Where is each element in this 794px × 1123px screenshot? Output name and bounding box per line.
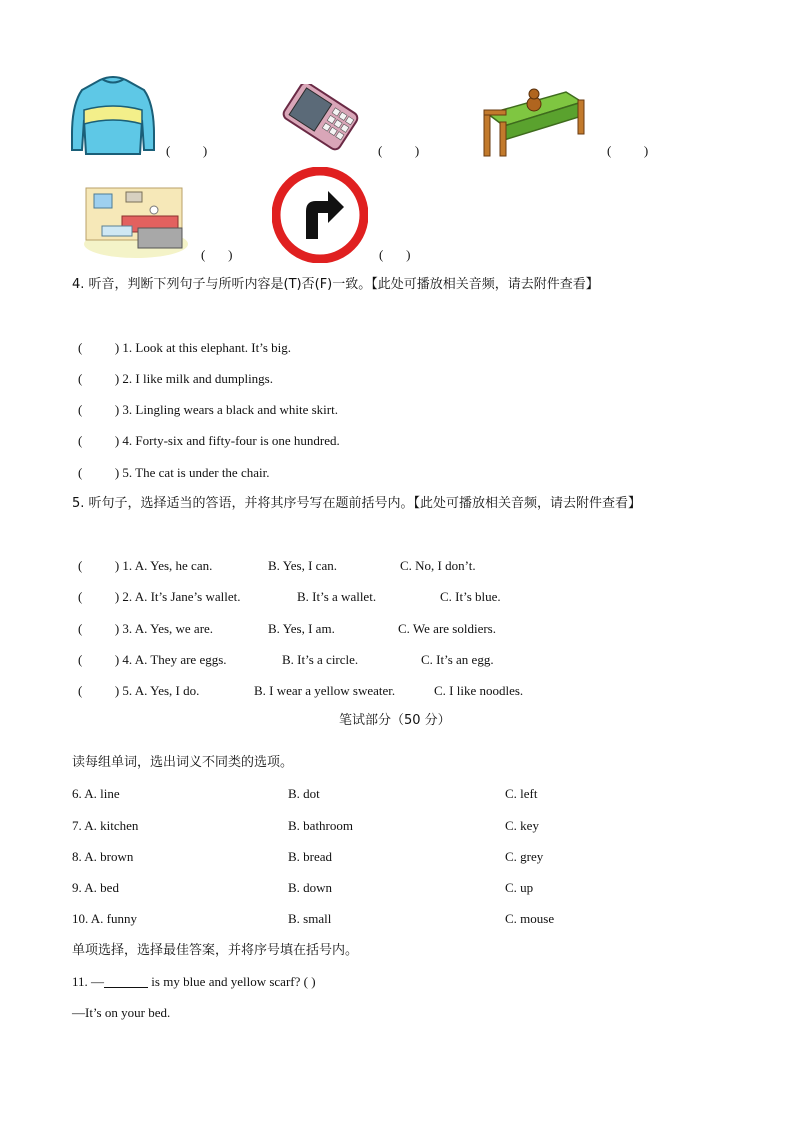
answer-paren[interactable]: ( )	[78, 340, 120, 355]
picture-5-answer-paren[interactable]: ( )	[379, 247, 411, 262]
option-a: 2. A. It’s Jane’s wallet.	[122, 589, 241, 604]
written-section-title: 笔试部分（50 分）	[339, 713, 451, 728]
q4-item-text: 1. Look at this elephant. It’s big.	[122, 340, 292, 355]
option-a: 4. A. They are eggs.	[122, 652, 227, 667]
q4-item-3	[78, 402, 338, 418]
q4-item-1	[78, 340, 291, 356]
answer-paren[interactable]: ( )	[78, 558, 120, 573]
question-5-heading: 5. 听句子，选择适当的答语，并将其序号写在题前括号内。【此处可播放相关音频，请去附件查看】	[72, 496, 642, 511]
answer-paren[interactable]: ( )	[78, 433, 120, 448]
question-4-heading: 4. 听音，判断下列句子与所听内容是(T)否(F)一致。【此处可播放相关音频，请去附件查看】	[72, 277, 599, 292]
vocab-7-option-c: C. key	[505, 818, 539, 833]
answer-paren[interactable]: ( )	[78, 652, 120, 667]
vocab-7-option-b: B. bathroom	[288, 818, 353, 833]
picture-3-answer-paren[interactable]: ( )	[607, 143, 649, 158]
q5-item-2-option-c: C. It’s blue.	[440, 589, 501, 604]
vocab-10-option-c: C. mouse	[505, 911, 555, 926]
q5-item-3-option-b: B. Yes, I am.	[268, 621, 335, 636]
q5-item-2-option-b: B. It’s a wallet.	[297, 589, 377, 604]
picture-1-answer-paren[interactable]: ( )	[166, 143, 208, 158]
q5-item-1-option-c: C. No, I don’t.	[400, 558, 476, 573]
q11-answer-line: —It’s on your bed.	[72, 1005, 171, 1020]
q4-item-text: 2. I like milk and dumplings.	[122, 371, 273, 386]
q5-item-5	[78, 683, 199, 699]
q5-item-4	[78, 652, 227, 668]
vocab-6-option-b: B. dot	[288, 786, 320, 801]
single-choice-heading: 单项选择，选择最佳答案，并将序号填在括号内。	[72, 943, 359, 958]
turn-right-sign-picture	[272, 167, 368, 263]
q5-item-5-option-b: B. I wear a yellow sweater.	[254, 683, 396, 698]
answer-paren[interactable]: ( )	[78, 371, 120, 386]
vocab-8-option-b: B. bread	[288, 849, 333, 864]
q4-item-text: 5. The cat is under the chair.	[122, 465, 270, 480]
vocab-7-option-a: 7. A. kitchen	[72, 818, 139, 833]
q5-item-1-option-b: B. Yes, I can.	[268, 558, 337, 573]
q11-blank[interactable]	[104, 975, 148, 988]
mobile-phone-picture	[272, 84, 364, 152]
living-room-picture	[82, 180, 188, 260]
q4-item-text: 3. Lingling wears a black and white skirt.	[122, 402, 338, 417]
q11-prefix: 11. —	[72, 974, 105, 989]
vocab-9-option-a: 9. A. bed	[72, 880, 119, 895]
vocab-6-option-a: 6. A. line	[72, 786, 120, 801]
sweater-picture	[70, 74, 156, 158]
option-a: 5. A. Yes, I do.	[122, 683, 200, 698]
vocab-heading: 读每组单词，选出词义不同类的选项。	[72, 755, 294, 770]
vocab-6-option-c: C. left	[505, 786, 538, 801]
answer-paren[interactable]: ( )	[78, 465, 120, 480]
vocab-9-option-c: C. up	[505, 880, 534, 895]
q5-item-3-option-c: C. We are soldiers.	[398, 621, 496, 636]
q5-item-4-option-b: B. It’s a circle.	[282, 652, 359, 667]
vocab-10-option-b: B. small	[288, 911, 332, 926]
option-a: 3. A. Yes, we are.	[122, 621, 214, 636]
q11-suffix: is my blue and yellow scarf? ( )	[148, 974, 316, 989]
q4-item-4	[78, 433, 340, 449]
vocab-9-option-b: B. down	[288, 880, 333, 895]
q5-item-2	[78, 589, 241, 605]
vocab-10-option-a: 10. A. funny	[72, 911, 137, 926]
q5-item-5-option-c: C. I like noodles.	[434, 683, 524, 698]
bed-picture	[482, 80, 588, 158]
option-a: 1. A. Yes, he can.	[122, 558, 213, 573]
q5-item-3	[78, 621, 213, 637]
answer-paren[interactable]: ( )	[78, 683, 120, 698]
q5-item-4-option-c: C. It’s an egg.	[421, 652, 494, 667]
q4-item-5	[78, 465, 269, 481]
vocab-8-option-a: 8. A. brown	[72, 849, 134, 864]
question-11	[72, 974, 316, 990]
vocab-8-option-c: C. grey	[505, 849, 544, 864]
answer-paren[interactable]: ( )	[78, 589, 120, 604]
q4-item-text: 4. Forty-six and fifty-four is one hundred.	[122, 433, 340, 448]
answer-paren[interactable]: ( )	[78, 402, 120, 417]
answer-paren[interactable]: ( )	[78, 621, 120, 636]
picture-4-answer-paren[interactable]: ( )	[201, 247, 233, 262]
q4-item-2	[78, 371, 273, 387]
picture-2-answer-paren[interactable]: ( )	[378, 143, 420, 158]
q5-item-1	[78, 558, 212, 574]
